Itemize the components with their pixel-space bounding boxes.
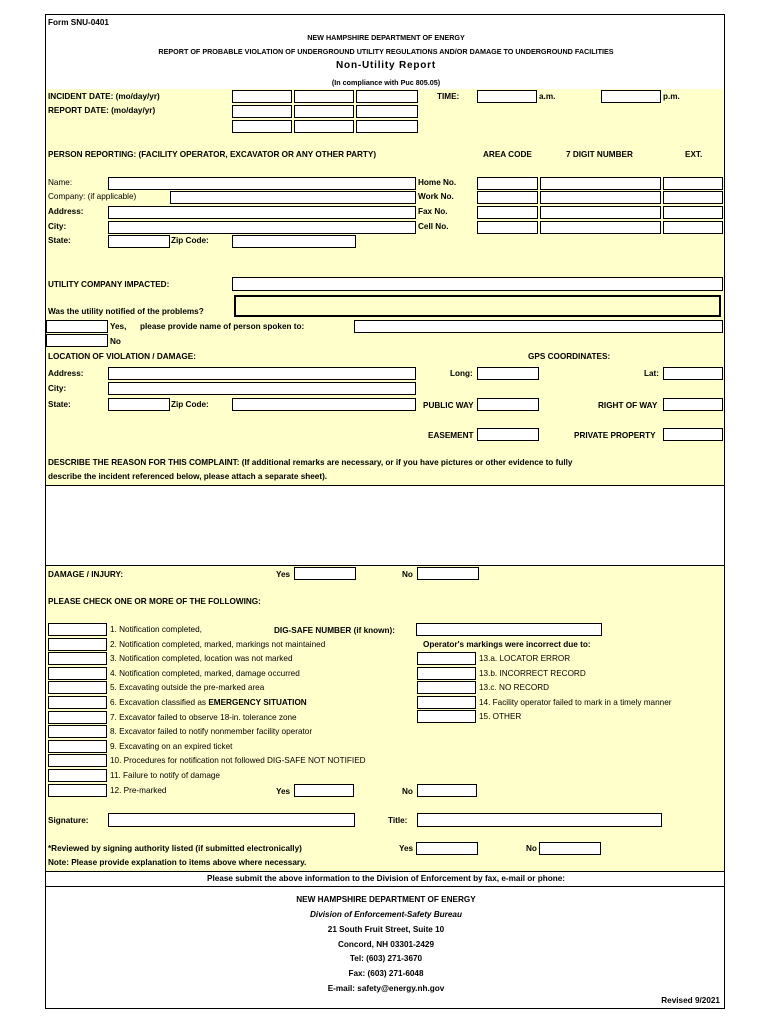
am-label: a.m. [539,92,556,101]
utility-notified-no-checkbox[interactable] [46,334,108,347]
violation-option-4 [110,669,300,678]
operator-error-checkbox-1[interactable] [417,652,476,665]
pm-label: p.m. [663,92,680,101]
dig-safe-number-field[interactable] [416,623,602,636]
work-ext-field[interactable] [663,191,723,204]
compliance-note: (In compliance with Puc 805.05) [331,78,441,87]
long-field[interactable] [477,367,539,380]
digit-number-heading: 7 DIGIT NUMBER [566,150,633,159]
violation-option-text: 4. Notification completed, marked, damage occurred [110,668,300,678]
violation-checkbox-12[interactable] [48,784,107,797]
zip-field[interactable] [232,235,356,248]
explanation-note: Note: Please provide explanation to items above where necessary. [48,858,307,867]
signature-label: Signature: [48,816,89,825]
reviewed-yes-label: Yes [399,844,414,853]
violation-option-9 [110,742,232,751]
cell-no-label: Cell No. [418,222,449,231]
address-label: Address: [48,207,84,216]
person-reporting-heading: PERSON REPORTING: (FACILITY OPERATOR, EXCAVATOR OR ANY OTHER PARTY) [48,150,377,159]
violation-option-text: 7. Excavator failed to observe 18-in. tolerance zone [110,712,297,722]
long-label: Long: [450,369,473,378]
fax-no-label: Fax No. [418,207,448,216]
operator-error-option-2: 13.b. INCORRECT RECORD [479,668,586,678]
fax-number-field[interactable] [540,206,661,219]
premarked-yes-field[interactable] [294,784,354,797]
violation-option-5 [110,683,264,692]
utility-impacted-field[interactable] [232,277,723,291]
easement-label: EASEMENT [428,431,474,440]
gps-heading: GPS COORDINATES: [528,352,611,361]
revised-date: Revised 9/2021 [661,996,720,1005]
checks-heading: PLEASE CHECK ONE OR MORE OF THE FOLLOWING: [48,597,261,606]
violation-option-11 [110,771,220,780]
violation-checkbox-3[interactable] [48,652,107,665]
incident-month-field[interactable] [232,90,292,103]
location-address-field[interactable] [108,367,416,380]
operator-error-option-5: 15. OTHER [479,712,522,722]
premarked-no-field[interactable] [417,784,477,797]
damage-injury-label: DAMAGE / INJURY: [48,570,124,579]
footer-fax: Fax: (603) 271-6048 [348,969,424,978]
location-city-field[interactable] [108,382,416,395]
report-month-field[interactable] [232,105,292,118]
operator-error-checkbox-4[interactable] [417,696,476,709]
utility-notified-question: Was the utility notified of the problems? [48,307,204,316]
fax-area-code-field[interactable] [477,206,538,219]
non-utility-report-form [45,14,725,1009]
operator-error-option-4: 14. Facility operator failed to mark in a timely manner [479,697,672,707]
footer-street: 21 South Fruit Street, Suite 10 [327,925,445,934]
violation-option-6 [110,698,307,707]
home-ext-field[interactable] [663,177,723,190]
violation-checkbox-9[interactable] [48,740,107,753]
violation-option-text: 3. Notification completed, location was not marked [110,654,293,664]
cell-area-code-field[interactable] [477,221,538,234]
time-am-field[interactable] [477,90,537,103]
complaint-description-area[interactable] [46,485,724,566]
operator-error-checkbox-3[interactable] [417,681,476,694]
violation-option-12 [110,786,166,795]
utility-notified-answer-field[interactable] [234,295,721,317]
location-state-label: State: [48,400,71,409]
state-field[interactable] [108,235,170,248]
location-city-label: City: [48,384,67,393]
page-title: Non-Utility Report [336,60,436,71]
work-area-code-field[interactable] [477,191,538,204]
violation-option-text: 5. Excavating outside the pre-marked area [110,683,265,693]
submit-instructions: Please submit the above information to the Division of Enforcement by fax, e-mail or phone: [206,874,566,883]
violation-option-text: 1. Notification completed, [110,625,202,634]
work-number-field[interactable] [540,191,661,204]
footer-tel: Tel: (603) 271-3670 [349,954,423,963]
form-id: Form SNU-0401 [48,18,109,27]
name-field[interactable] [108,177,416,190]
public-way-field[interactable] [477,398,539,411]
utility-notified-yes-label: Yes, [110,322,127,331]
state-label: State: [48,236,71,245]
violation-option-2 [110,640,325,649]
violation-option-text: 8. Excavator failed to notify nonmember facility operator [110,727,313,737]
reviewed-no-label: No [526,844,537,853]
violation-option-text: 11. Failure to notify of damage [110,771,220,780]
lat-field[interactable] [663,367,723,380]
operator-error-checkbox-2[interactable] [417,667,476,680]
premarked-yes-label: Yes [276,787,291,796]
location-zip-field[interactable] [232,398,416,411]
footer-city: Concord, NH 03301-2429 [337,940,434,949]
violation-checkbox-11[interactable] [48,769,107,782]
cell-number-field[interactable] [540,221,661,234]
incident-year-field[interactable] [356,90,418,103]
violation-option-text: 2. Notification completed, marked, markings not maintained [110,639,326,649]
operator-error-option-3: 13.c. NO RECORD [479,683,550,693]
operator-error-option-1: 13.a. LOCATOR ERROR [479,654,571,663]
right-of-way-label: RIGHT OF WAY [598,401,658,410]
private-property-field[interactable] [663,428,723,441]
city-field[interactable] [108,221,416,234]
violation-checkbox-2[interactable] [48,638,107,651]
violation-checkbox-5[interactable] [48,681,107,694]
area-code-heading: AREA CODE [483,150,532,159]
ext-heading: EXT. [685,150,703,159]
footer-division: Division of Enforcement-Safety Bureau [310,910,462,919]
reviewed-yes-field[interactable] [416,842,478,855]
report-date-label: REPORT DATE: (mo/day/yr) [48,106,156,115]
violation-checkbox-1[interactable] [48,623,107,636]
location-state-field[interactable] [108,398,170,411]
premarked-no-label: No [402,787,413,796]
describe-instructions-line2: describe the incident referenced below, please attach a separate sheet). [48,472,328,481]
work-no-label: Work No. [418,192,454,201]
report-subtitle: REPORT OF PROBABLE VIOLATION OF UNDERGROUND UTILITY REGULATIONS AND/OR DAMAGE TO UNDERGROUND FACILITIES [158,47,614,56]
time-pm-field[interactable] [601,90,661,103]
violation-option-1 [110,625,202,634]
operator-error-checkbox-5[interactable] [417,710,476,723]
violation-checkbox-4[interactable] [48,667,107,680]
title-field[interactable] [417,813,662,827]
footer-email[interactable]: E-mail: safety@energy.nh.gov [327,984,445,993]
extra-date-field-3[interactable] [356,120,418,133]
fax-ext-field[interactable] [663,206,723,219]
damage-no-label: No [402,570,413,579]
incident-day-field[interactable] [294,90,354,103]
easement-field[interactable] [477,428,539,441]
home-number-field[interactable] [540,177,661,190]
zip-label: Zip Code: [171,236,209,245]
reviewed-no-field[interactable] [539,842,601,855]
company-label: Company: (if applicable) [48,192,137,201]
private-property-label: PRIVATE PROPERTY [574,431,656,440]
violation-checkbox-10[interactable] [48,754,107,767]
cell-ext-field[interactable] [663,221,723,234]
reviewed-note: *Reviewed by signing authority listed (if submitted electronically) [48,844,302,853]
person-spoken-to-field[interactable] [354,320,723,333]
utility-notified-yes-checkbox[interactable] [46,320,108,333]
dig-safe-label: DIG-SAFE NUMBER (if known): [274,626,395,635]
extra-date-field-1[interactable] [232,120,292,133]
title-label: Title: [388,816,408,825]
home-no-label: Home No. [418,178,457,187]
describe-instructions-line1: DESCRIBE THE REASON FOR THIS COMPLAINT: (If additional remarks are necessary, or if you have pictures or other evidence to fully [48,458,573,467]
right-of-way-field[interactable] [663,398,723,411]
incident-date-label: INCIDENT DATE: (mo/day/yr) [48,92,160,101]
signature-field[interactable] [108,813,355,827]
damage-no-field[interactable] [417,567,479,580]
city-label: City: [48,222,67,231]
damage-yes-field[interactable] [294,567,356,580]
violation-option-text: 9. Excavating on an expired ticket [110,741,233,751]
location-zip-label: Zip Code: [171,400,209,409]
damage-yes-label: Yes [276,570,291,579]
emergency-situation-text: EMERGENCY SITUATION [208,698,307,707]
violation-option-text: 6. Excavation classified as [110,698,209,707]
violation-option-7 [110,713,297,722]
company-field[interactable] [170,191,416,204]
utility-impacted-label: UTILITY COMPANY IMPACTED: [48,280,170,289]
extra-date-field-2[interactable] [294,120,354,133]
violation-checkbox-8[interactable] [48,725,107,738]
agency-heading: NEW HAMPSHIRE DEPARTMENT OF ENERGY [307,33,465,42]
violation-option-3 [110,654,293,663]
violation-option-10 [110,756,366,765]
footer-agency: NEW HAMPSHIRE DEPARTMENT OF ENERGY [296,895,476,904]
footer-divider-2 [46,886,724,887]
location-heading: LOCATION OF VIOLATION / DAMAGE: [48,352,196,361]
violation-option-8 [110,727,312,736]
operator-markings-heading: Operator's markings were incorrect due to: [423,640,591,649]
location-address-label: Address: [48,369,84,378]
violation-checkbox-6[interactable] [48,696,107,709]
report-year-field[interactable] [356,105,418,118]
utility-notified-no-label: No [110,337,121,346]
footer-divider [46,871,724,872]
violation-option-text: 12. Pre-marked [110,785,167,795]
home-area-code-field[interactable] [477,177,538,190]
time-label: TIME: [437,92,460,101]
lat-label: Lat: [644,369,660,378]
person-spoken-to-label: please provide name of person spoken to: [140,322,305,331]
name-label: Name: [48,178,73,187]
violation-option-text: 10. Procedures for notification not followed DIG-SAFE NOT NOTIFIED [110,756,366,766]
public-way-label: PUBLIC WAY [423,401,474,410]
report-day-field[interactable] [294,105,354,118]
violation-checkbox-7[interactable] [48,711,107,724]
address-field[interactable] [108,206,416,219]
